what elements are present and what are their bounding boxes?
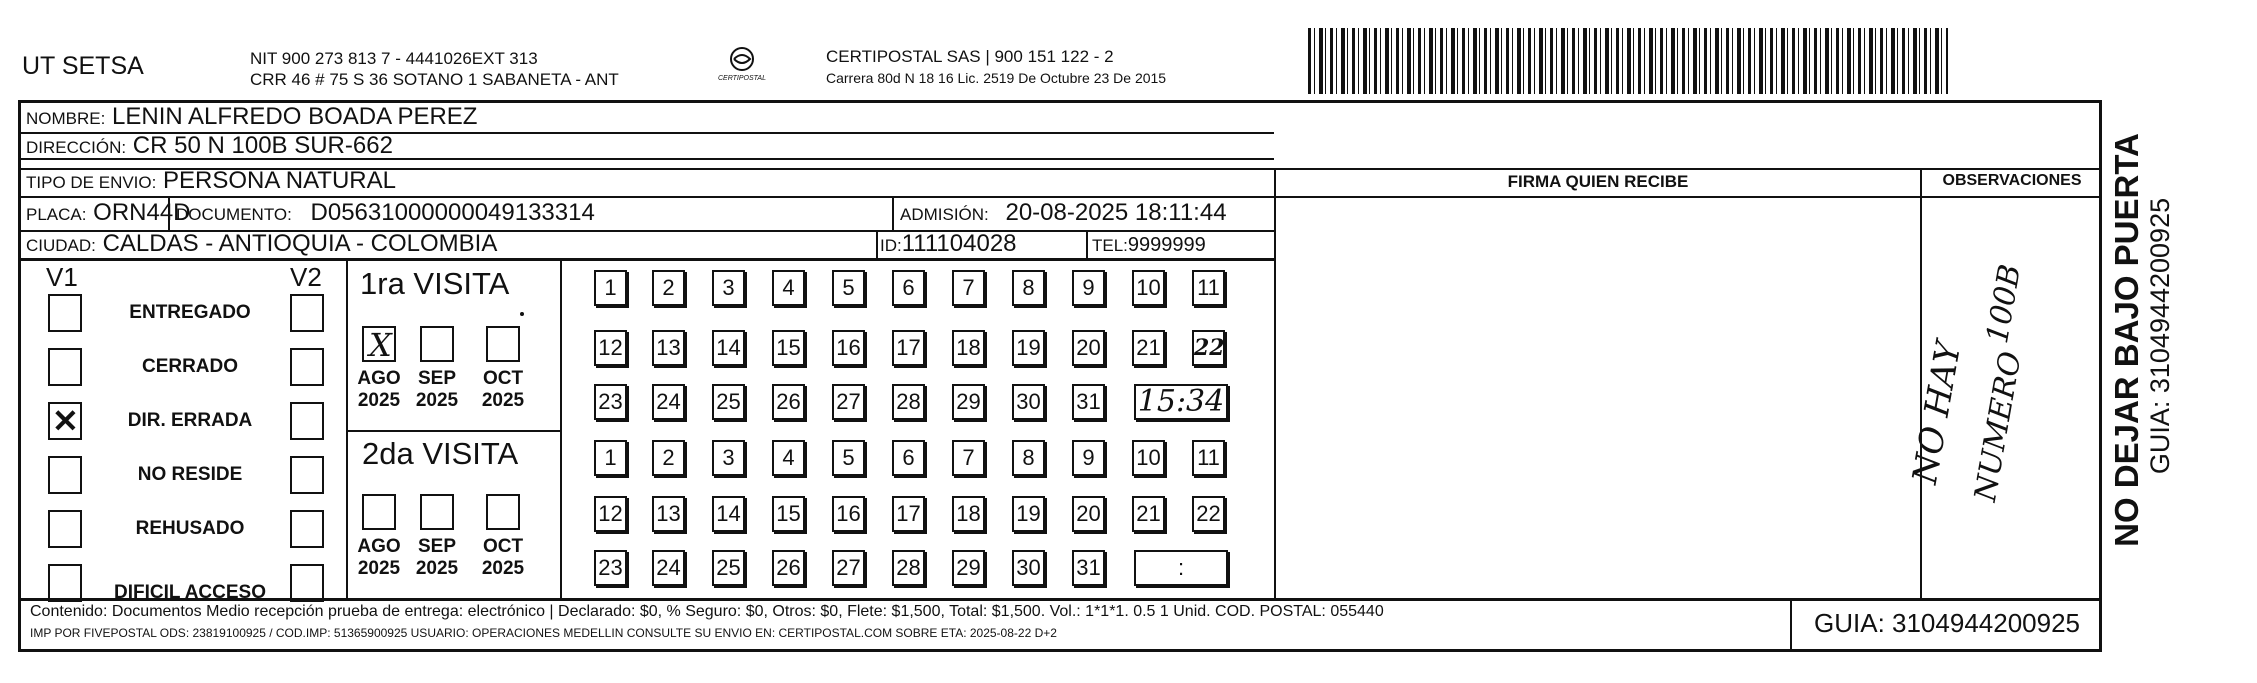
month-label [402,368,472,412]
time-box[interactable]: : [1134,550,1228,586]
month-label [468,368,538,412]
ciudad-value: CALDAS - ANTIOQUIA - COLOMBIA [102,230,498,257]
day-box[interactable]: 3 [712,440,745,476]
documento-label: DOCUMENTO: [176,205,292,224]
day-box[interactable]: 14 [712,496,745,532]
observacion-handwritten-1: NO HAY [1905,338,1970,487]
day-box[interactable]: 1 [594,270,627,306]
month-year: 2025 [357,390,401,411]
month-year: 2025 [481,390,525,411]
check-mark: X [369,326,392,364]
day-box[interactable]: 27 [832,550,865,586]
footer-imp-line: IMP POR FIVEPOSTAL ODS: 23819100925 / COD.IMP: 51365900925 USUARIO: OPERACIONES MEDELLIN CONSULTE SU ENVIO EN: CERTIPOSTAL.COM SOBRE ETA: 2025-08-22 D+2 [30,626,1057,640]
v2-checkbox[interactable] [290,294,324,332]
status-option-label: REHUSADO [135,518,245,539]
time-box[interactable]: 15:34 [1134,384,1228,420]
day-box[interactable]: 2 [652,440,685,476]
day-box[interactable]: 7 [952,440,985,476]
month-year: 2025 [357,558,401,579]
observacion-handwritten-2: NUMERO [1968,348,2029,505]
day-box[interactable]: 3 [712,270,745,306]
day-box[interactable]: 30 [1012,384,1045,420]
tel-label: TEL: [1092,236,1128,255]
day-box[interactable]: 17 [892,496,925,532]
day-box[interactable]: 6 [892,270,925,306]
month-name: OCT [482,536,524,557]
day-box[interactable]: 4 [772,270,805,306]
day-box[interactable]: 25 [712,384,745,420]
ciudad-cell [26,229,497,261]
day-box[interactable]: 22 [1192,496,1225,532]
day-box[interactable]: 21 [1132,496,1165,532]
day-box[interactable]: 20 [1072,496,1105,532]
month-name: AGO [357,368,401,389]
admision-value: 20-08-2025 18:11:44 [1005,199,1227,226]
day-box[interactable]: 11 [1192,270,1225,306]
day-box[interactable]: 29 [952,550,985,586]
nombre-label: NOMBRE: [26,109,106,128]
day-box[interactable]: 2 [652,270,685,306]
day-box[interactable]: 18 [952,496,985,532]
v1-checkbox[interactable] [48,510,82,548]
day-box[interactable]: 16 [832,330,865,366]
day-box[interactable]: 5 [832,440,865,476]
day-box[interactable]: 1 [594,440,627,476]
certipostal-line1: CERTIPOSTAL SAS | 900 151 122 - 2 [826,47,1114,66]
id-cell [880,229,1017,261]
day-box[interactable]: 25 [712,550,745,586]
day-box[interactable]: 27 [832,384,865,420]
visita1-title: 1ra VISITA [360,266,510,301]
day-box[interactable]: 17 [892,330,925,366]
nombre-row [26,102,477,134]
status-option-label: ENTREGADO [129,302,251,323]
month-box[interactable] [420,326,454,362]
day-box[interactable]: 15 [772,330,805,366]
month-box[interactable] [486,494,520,530]
day-box[interactable]: 30 [1012,550,1045,586]
id-value: 111104028 [901,230,1017,257]
footer-contenido: Contenido: Documentos Medio recepción prueba de entrega: electrónico | Declarado: $0, % Seguro: $0, Otros: $0, Flete: $1,500, Total: $1,500. Vol.: 1*1*1. 0.5 1 Unid. COD. POSTAL: 055440 [30,603,1384,620]
v2-checkbox[interactable] [290,510,324,548]
admision-cell [900,198,1227,230]
direccion-row [26,131,393,163]
tipo-row [26,166,396,198]
day-box[interactable]: 9 [1072,270,1105,306]
day-box[interactable]: 8 [1012,270,1045,306]
month-year: 2025 [415,558,459,579]
day-box[interactable]: 8 [1012,440,1045,476]
month-name: SEP [417,536,457,557]
visita1-dot [520,312,524,316]
v2-checkbox[interactable] [290,348,324,386]
address-line: CRR 46 # 75 S 36 SOTANO 1 SABANETA - ANT [250,70,619,89]
documento-cell [176,198,595,230]
tipo-label: TIPO DE ENVIO: [26,173,157,192]
day-box[interactable]: 31 [1072,384,1105,420]
check-mark: ✕ [52,403,79,439]
day-box[interactable]: 24 [652,550,685,586]
day-box[interactable]: 9 [1072,440,1105,476]
visita2-title: 2da VISITA [362,436,519,471]
day-box[interactable]: 19 [1012,330,1045,366]
day-box[interactable]: 31 [1072,550,1105,586]
side-guia: GUIA: 3104944200925 [2145,197,2175,475]
ciudad-label: CIUDAD: [26,236,96,255]
month-name: OCT [482,368,524,389]
firma-header: FIRMA QUIEN RECIBE [1507,172,1689,191]
id-label: ID: [880,236,902,255]
day-box[interactable]: 18 [952,330,985,366]
direccion-label: DIRECCIÓN: [26,138,127,157]
day-box[interactable]: 5 [832,270,865,306]
v2-label: V2 [290,262,322,292]
placa-label: PLACA: [26,205,87,224]
nit-line: NIT 900 273 813 7 - 4441026EXT 313 [250,49,538,68]
month-box[interactable] [420,494,454,530]
month-box[interactable] [486,326,520,362]
admision-label: ADMISIÓN: [900,205,989,224]
day-box[interactable]: 13 [652,330,685,366]
day-box[interactable]: 4 [772,440,805,476]
day-box[interactable]: 10 [1132,440,1165,476]
day-box[interactable]: 21 [1132,330,1165,366]
day-box[interactable]: 28 [892,384,925,420]
day-box[interactable]: 6 [892,440,925,476]
month-label [402,536,472,580]
tipo-value: PERSONA NATURAL [163,167,396,194]
month-year: 2025 [415,390,459,411]
v1-checkbox[interactable] [48,564,82,602]
month-year: 2025 [481,558,525,579]
day-box[interactable]: 11 [1192,440,1225,476]
day-box[interactable]: 20 [1072,330,1105,366]
v1-checkbox[interactable] [48,456,82,494]
day-box[interactable]: 15 [772,496,805,532]
guia-box: GUIA: 3104944200925 [1814,608,2080,638]
v2-checkbox[interactable] [290,456,324,494]
day-box[interactable]: 29 [952,384,985,420]
tel-cell [1092,229,1206,261]
observacion-handwritten-3: 100B [1980,261,2029,347]
barcode [1308,28,1948,94]
month-name: AGO [357,536,401,557]
nombre-value: LENIN ALFREDO BOADA PEREZ [112,103,478,130]
certipostal-line2: Carrera 80d N 18 16 Lic. 2519 De Octubre 23 De 2015 [826,70,1167,86]
day-box[interactable]: 19 [1012,496,1045,532]
v1-label: V1 [46,262,78,292]
day-box[interactable]: 22 [1192,330,1225,366]
day-box[interactable]: 13 [652,496,685,532]
day-box[interactable]: 26 [772,384,805,420]
status-option-label: NO RESIDE [137,464,243,485]
placa-value: ORN44D [93,199,191,226]
day-box[interactable]: 24 [652,384,685,420]
observaciones-header: OBSERVACIONES [1942,172,2082,189]
v1-checkbox[interactable] [48,402,82,440]
placa-cell [26,198,191,230]
firma-area [1276,198,1920,598]
day-box[interactable]: 28 [892,550,925,586]
direccion-value: CR 50 N 100B SUR-662 [132,132,393,159]
v1-checkbox[interactable] [48,348,82,386]
day-box[interactable]: 14 [712,330,745,366]
v1-checkbox[interactable] [48,294,82,332]
month-box[interactable] [362,326,396,362]
v2-checkbox[interactable] [290,564,324,602]
logo-text: CERTIPOSTAL [718,75,766,82]
day-box[interactable]: 12 [594,496,627,532]
v2-checkbox[interactable] [290,402,324,440]
status-option-label: DIFICIL ACCESO [113,582,266,603]
day-box[interactable]: 26 [772,550,805,586]
month-name: SEP [417,368,457,389]
day-box[interactable]: 10 [1132,270,1165,306]
certipostal-logo [712,42,772,92]
day-box[interactable]: 12 [594,330,627,366]
tel-value: 9999999 [1127,234,1206,256]
month-box[interactable] [362,494,396,530]
status-option-label: CERRADO [141,356,239,377]
status-option-label: DIR. ERRADA [127,410,253,431]
side-no-dejar: NO DEJAR BAJO PUERTA [2108,133,2145,547]
day-box[interactable]: 23 [594,384,627,420]
documento-value: D05631000000049133314 [310,199,595,226]
day-box[interactable]: 7 [952,270,985,306]
day-box[interactable]: 16 [832,496,865,532]
month-label [468,536,538,580]
day-box[interactable]: 23 [594,550,627,586]
company-name: UT SETSA [22,52,144,80]
